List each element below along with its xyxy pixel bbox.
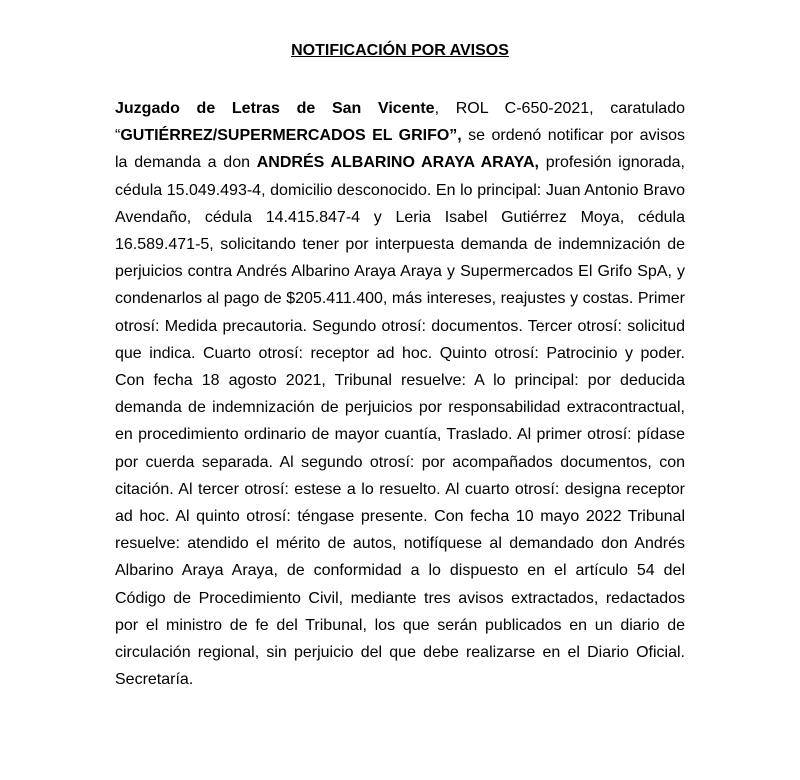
case-name: GUTIÉRREZ/SUPERMERCADOS EL GRIFO”, bbox=[120, 127, 462, 145]
page-title: NOTIFICACIÓN POR AVISOS bbox=[291, 42, 509, 59]
order-text: se ordenó notificar por avisos la demanda a don bbox=[115, 127, 685, 172]
notice-body bbox=[115, 95, 685, 693]
notice-details: profesión ignorada, cédula 15.049.493-4, domicilio desconocido. En lo principal: Juan Antonio Bravo Avendaño, cédula 14.415.847-4 y Leria Isabel Gutiérrez Moya, cédula 16.589.471-5, solicitando tener por interpuesta demanda de indemnización de perjuicios contra Andrés Albarino Araya Araya y Supermercados El Grifo SpA, y condenarlos al pago de $205.411.400, más intereses, reajustes y costas. Primer otrosí: Medida precautoria. Segundo otrosí: documentos. Tercer otrosí: solicitud que indica. Cuarto otrosí: receptor ad hoc. Quinto otrosí: Patrocinio y poder. Con fecha 18 agosto 2021, Tribunal resuelve: A lo principal: por deducida demanda de indemnización de perjuicios por responsabilidad extracontractual, en procedimiento ordinario de mayor cuantía, Traslado. Al primer otrosí: pídase por cuerda separada. Al segundo otrosí: por acompañados documentos, con citación. Al tercer otrosí: estese a lo resuelto. Al cuarto otrosí: designa receptor ad hoc. Al quinto otrosí: téngase presente. Con fecha 10 mayo 2022 Tribunal resuelve: atendido el mérito de autos, notifíquese al demandado don Andrés Albarino Araya Araya, de conformidad a lo dispuesto en el artículo 54 del Código de Procedimiento Civil, mediante tres avisos extractados, redactados por el ministro de fe del Tribunal, los que serán publicados en un diario de circulación regional, sin perjuicio del que debe realizarse en el Diario Oficial. Secretaría. bbox=[115, 154, 685, 689]
court-name: Juzgado de Letras de San Vicente bbox=[115, 100, 435, 117]
defendant-name: ANDRÉS ALBARINO ARAYA ARAYA, bbox=[256, 154, 539, 172]
rol-text: , ROL C-650-2021, caratulado “ bbox=[115, 100, 686, 145]
